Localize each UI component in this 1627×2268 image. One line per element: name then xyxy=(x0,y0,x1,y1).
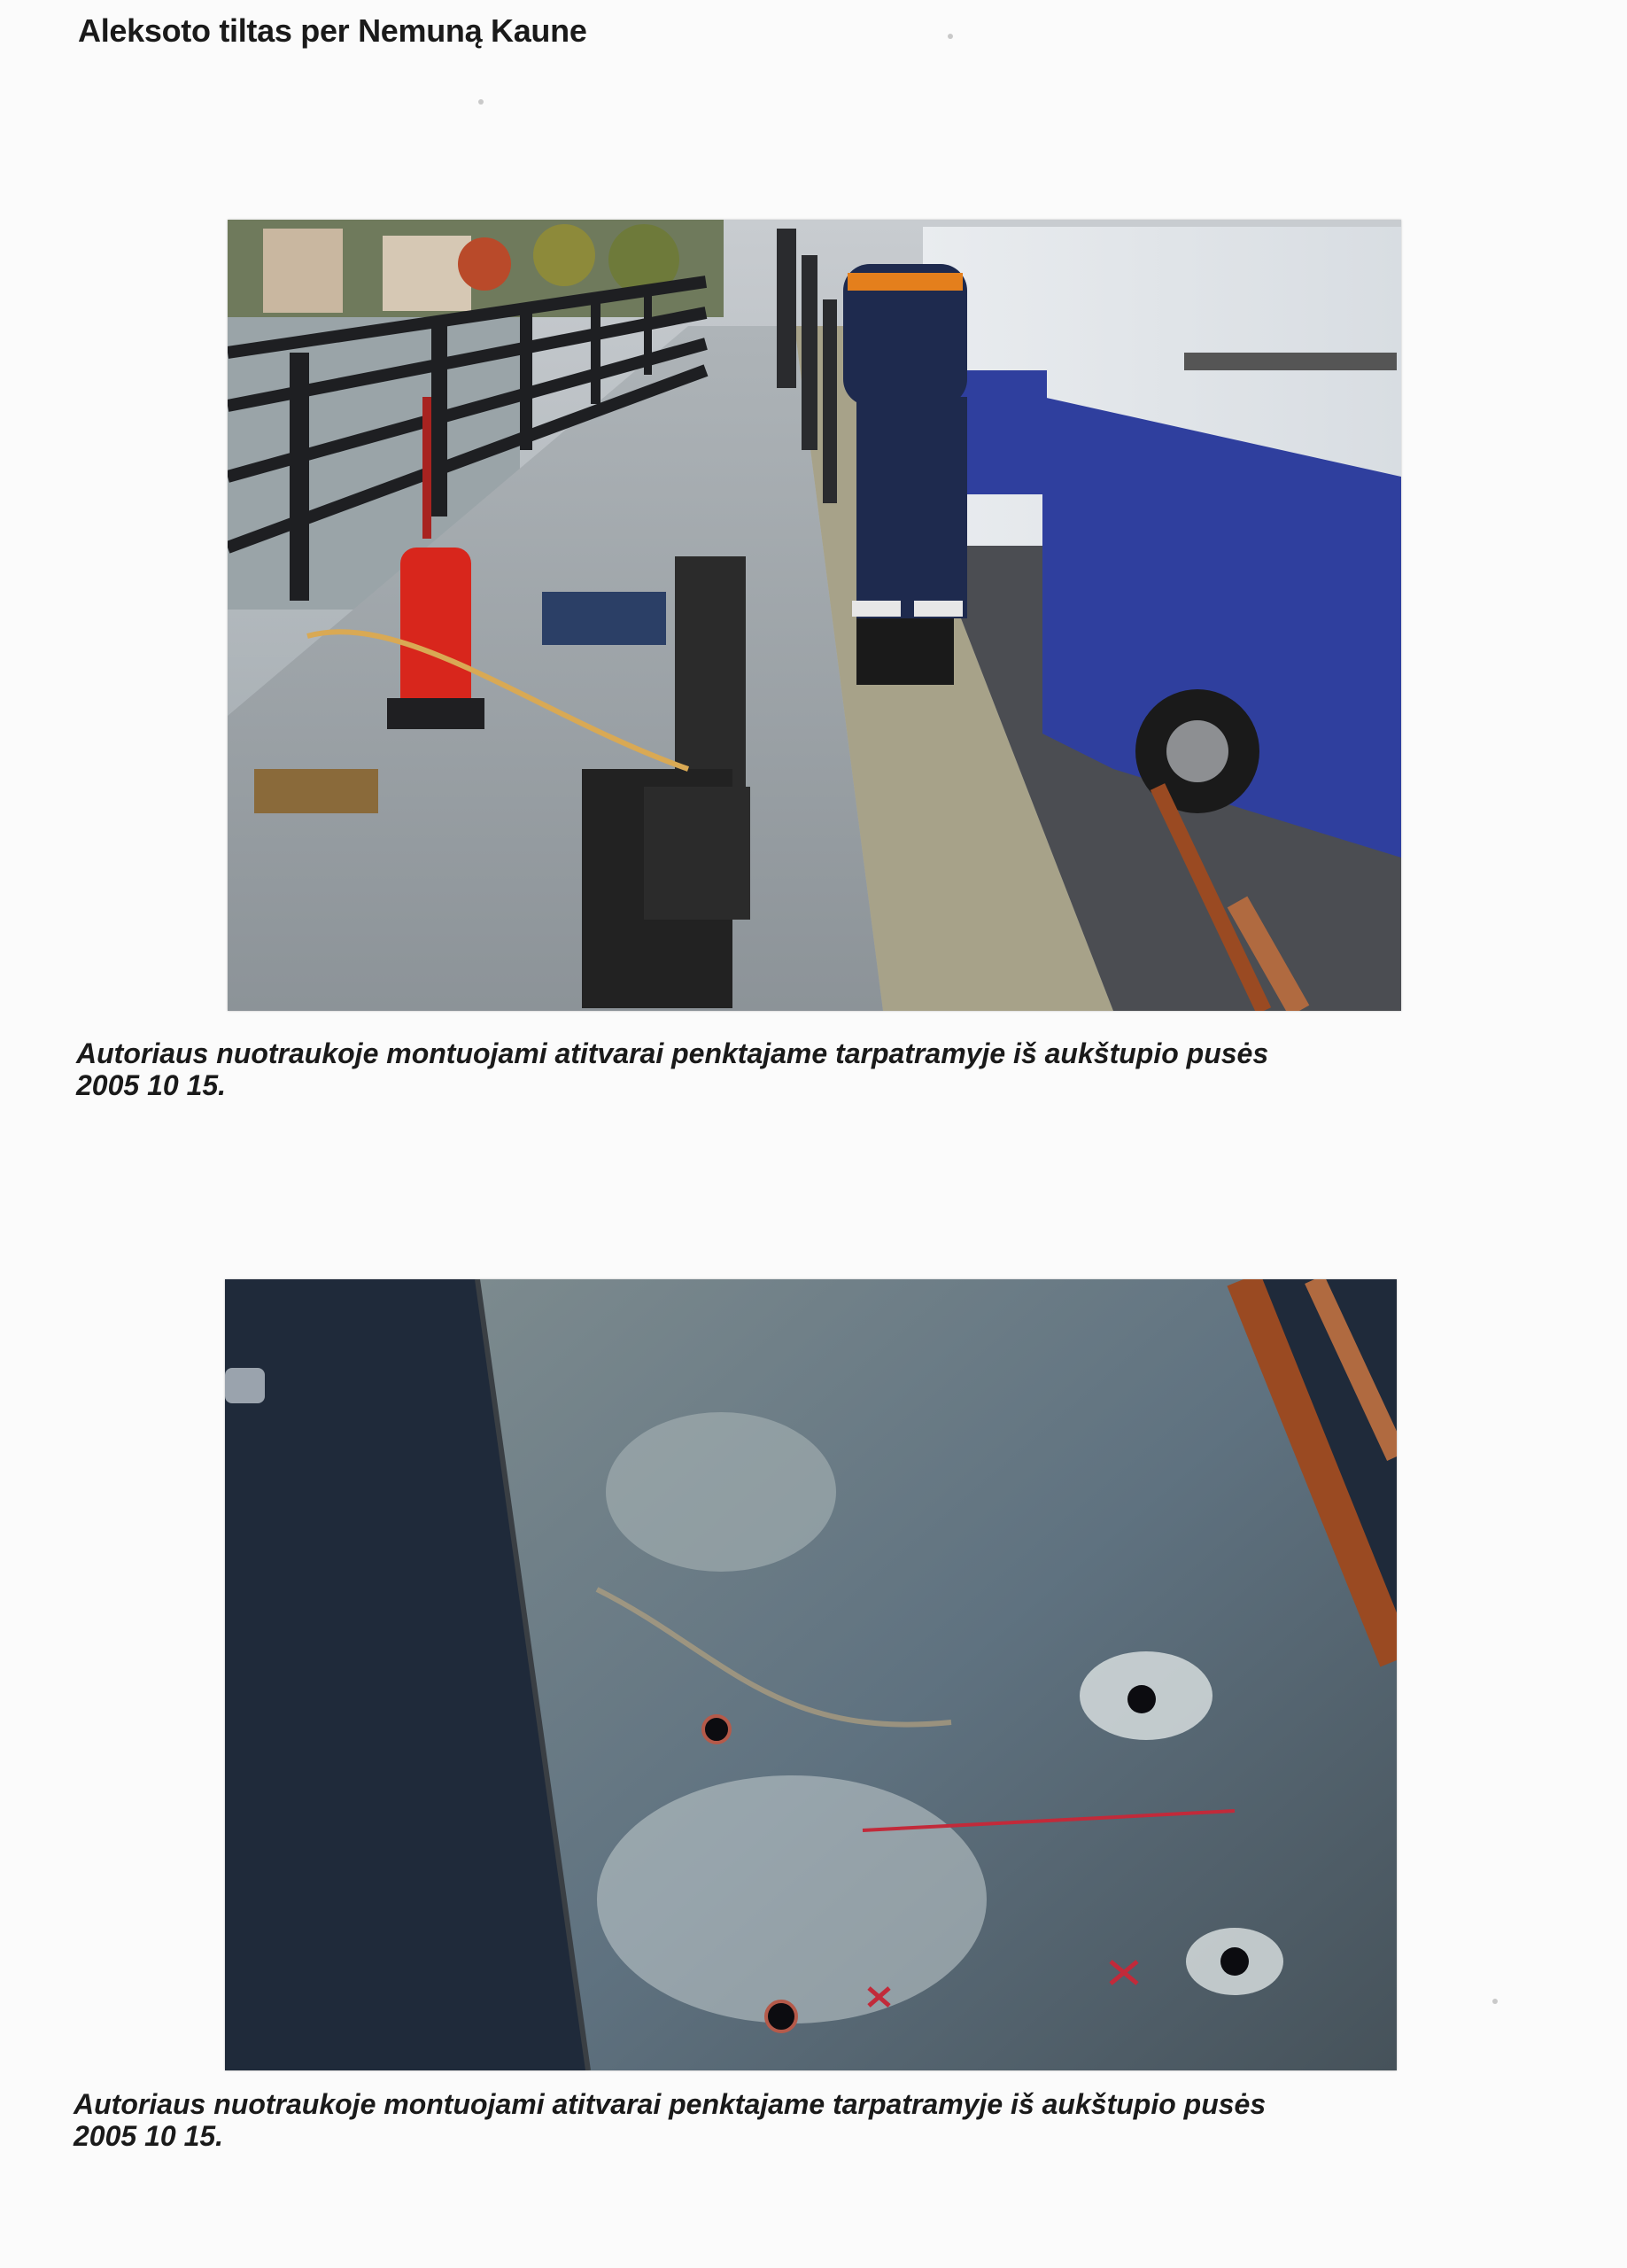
scan-speck xyxy=(948,34,953,39)
photo-caption xyxy=(76,1037,1268,1101)
scan-speck xyxy=(1492,1999,1498,2004)
page-title: Aleksoto tiltas per Nemuną Kaune xyxy=(78,12,587,49)
caption-text: Autoriaus nuotraukoje montuojami atitvarai penktajame tarpatramyje iš aukštupio pusės xyxy=(76,1037,1269,1069)
caption-date: 2005 10 15. xyxy=(76,1069,227,1101)
deck-plate-closeup-photo xyxy=(225,1279,1397,2070)
bridge-construction-photo xyxy=(228,220,1401,1011)
photo-caption xyxy=(74,2088,1266,2152)
caption-text: Autoriaus nuotraukoje montuojami atitvarai penktajame tarpatramyje iš aukštupio pusės xyxy=(74,2088,1267,2120)
caption-date: 2005 10 15. xyxy=(74,2120,224,2152)
scan-speck xyxy=(478,99,484,105)
